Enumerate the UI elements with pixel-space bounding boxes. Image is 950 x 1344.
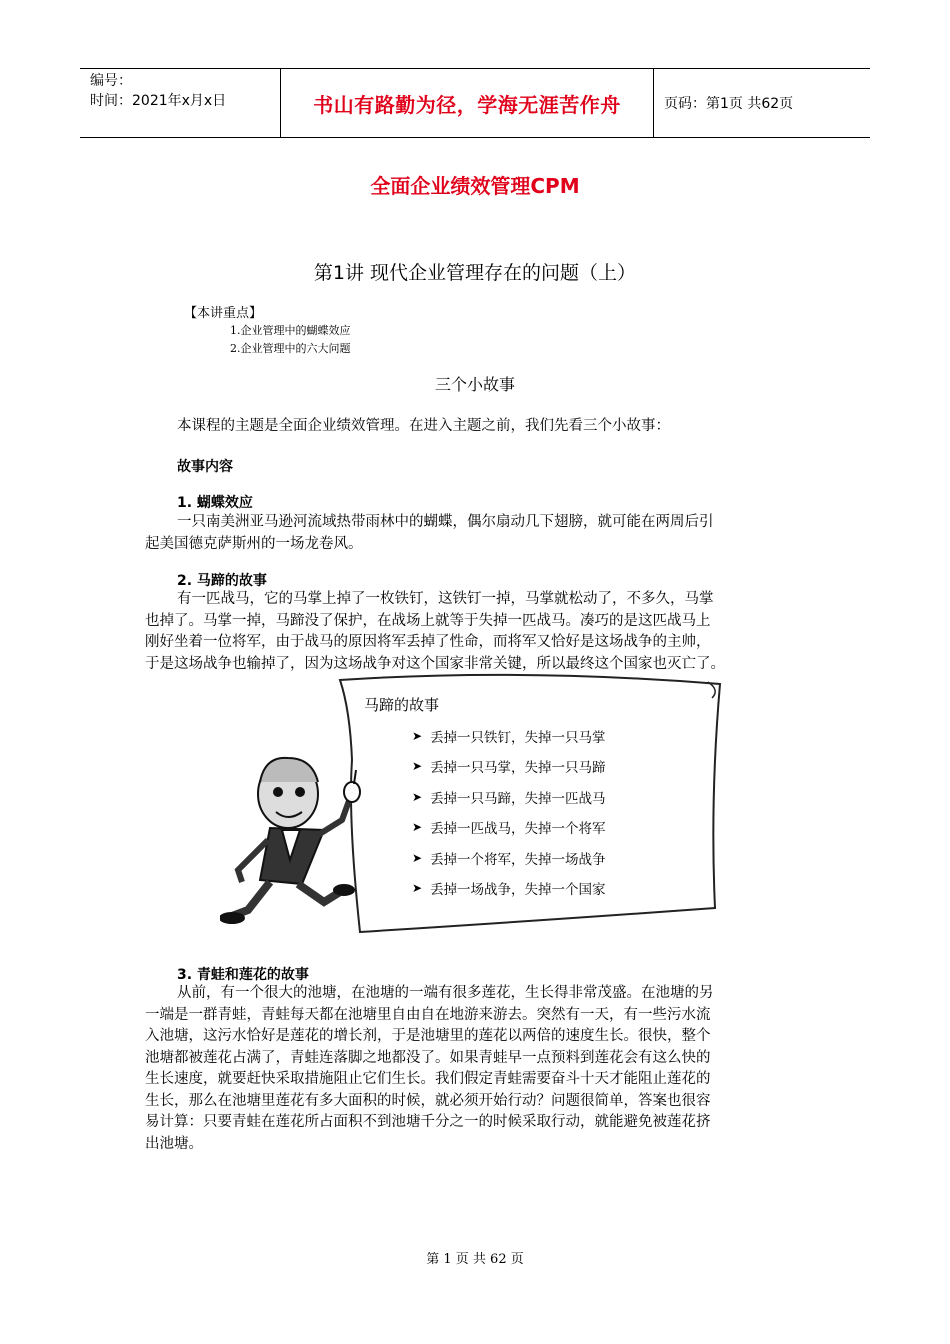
intro-paragraph: 本课程的主题是全面企业绩效管理。在进入主题之前，我们先看三个小故事： [177,418,670,434]
illustration-item [412,848,606,868]
document-title: 全面企业绩效管理CPM [370,174,580,198]
story3-line: 入池塘，这污水恰好是莲花的增长剂，于是池塘里的莲花以两倍的速度生长。很快，整个 [145,1028,711,1044]
illustration-item [412,726,606,746]
story3-line: 一端是一群青蛙，青蛙每天都在池塘里自由自在地游来游去。突然有一天，有一些污水流 [145,1006,711,1023]
story1-line: 起美国德克萨斯州的一场龙卷风。 [145,535,363,552]
arrow-bullet-icon: ➤ [412,729,423,743]
story3-line: 池塘都被莲花占满了，青蛙连落脚之地都没了。如果青蛙早一点预料到莲花会有这么快的 [145,1049,711,1066]
story2-paragraph [145,589,805,675]
story3-paragraph [145,983,805,1155]
story3-line: 易计算：只要青蛙在莲花所占面积不到池塘千分之一的时候采取行动，就能避免被莲花挤 [145,1114,711,1130]
arrow-bullet-icon: ➤ [412,790,423,804]
arrow-bullet-icon: ➤ [412,759,423,773]
header-motto-cell [280,69,654,137]
illustration-item-text: 丢掉一场战争，失掉一个国家 [430,882,606,898]
illustration-item [412,787,606,807]
page-footer: 第 1 页 共 62 页 [426,1252,524,1267]
number-label: 编号： [90,73,132,89]
story1-paragraph [145,512,805,555]
page-header [80,68,870,138]
story2-heading: 2. 马蹄的故事 [177,573,267,589]
key-point-item: 1.企业管理中的蝴蝶效应 [230,324,351,337]
illustration-item-text: 丢掉一只铁钉，失掉一只马掌 [430,730,606,746]
lecture-title: 第1讲 现代企业管理存在的问题（上） [313,262,637,284]
illustration-item [412,878,606,898]
key-points-label: 【本讲重点】 [184,306,263,321]
story3-line: 从前，有一个很大的池塘，在池塘的一端有很多莲花，生长得非常茂盛。在池塘的另 [177,985,714,1001]
illustration-item-text: 丢掉一个将军，失掉一场战争 [430,852,606,868]
story2-line: 于是这场战争也输掉了，因为这场战争对这个国家非常关键，所以最终这个国家也灭亡了。 [145,655,725,672]
story3-line: 生长速度，就要赶快采取措施阻止它们生长。我们假定青蛙需要奋斗十天才能阻止莲花的 [145,1071,711,1087]
illustration-item-text: 丢掉一只马掌，失掉一只马蹄 [430,760,606,776]
story3-heading: 3. 青蛙和莲花的故事 [177,967,309,983]
illustration-item-text: 丢掉一只马蹄，失掉一匹战马 [430,791,606,807]
illustration-item-text: 丢掉一匹战马，失掉一个将军 [430,821,606,837]
illustration-item [412,817,606,837]
arrow-bullet-icon: ➤ [412,820,423,834]
motto: 书山有路勤为径，学海无涯苦作舟 [313,92,621,117]
arrow-bullet-icon: ➤ [412,881,423,895]
story3-line: 出池塘。 [145,1135,203,1152]
arrow-bullet-icon: ➤ [412,851,423,865]
horseshoe-illustration [220,670,730,935]
story2-line: 刚好坐着一位将军，由于战马的原因将军丢掉了性命，而将军又恰好是这场战争的主帅， [145,634,711,650]
key-point-item: 2.企业管理中的六大问题 [230,342,351,355]
time-label: 时间：2021年x月x日 [90,93,227,109]
story3-line: 生长，那么在池塘里莲花有多大面积的时候，就必须开始行动？问题很简单，答案也很容 [145,1092,711,1109]
illustration-item [412,756,606,776]
story2-line: 有一匹战马，它的马掌上掉了一枚铁钉，这铁钉一掉，马掌就松动了，不多久，马掌 [177,591,714,607]
page-info: 页码：第1页 共62页 [664,96,794,112]
section-title: 三个小故事 [434,375,515,394]
illustration-title: 马蹄的故事 [364,696,440,714]
story1-heading: 1. 蝴蝶效应 [177,495,253,511]
header-meta [80,69,280,137]
story-heading: 故事内容 [177,459,233,475]
story2-line: 也掉了。马掌一掉，马蹄没了保护，在战场上就等于失掉一匹战马。凑巧的是这匹战马上 [145,612,711,629]
story1-line: 一只南美洲亚马逊河流域热带雨林中的蝴蝶，偶尔扇动几下翅膀，就可能在两周后引 [177,514,714,530]
